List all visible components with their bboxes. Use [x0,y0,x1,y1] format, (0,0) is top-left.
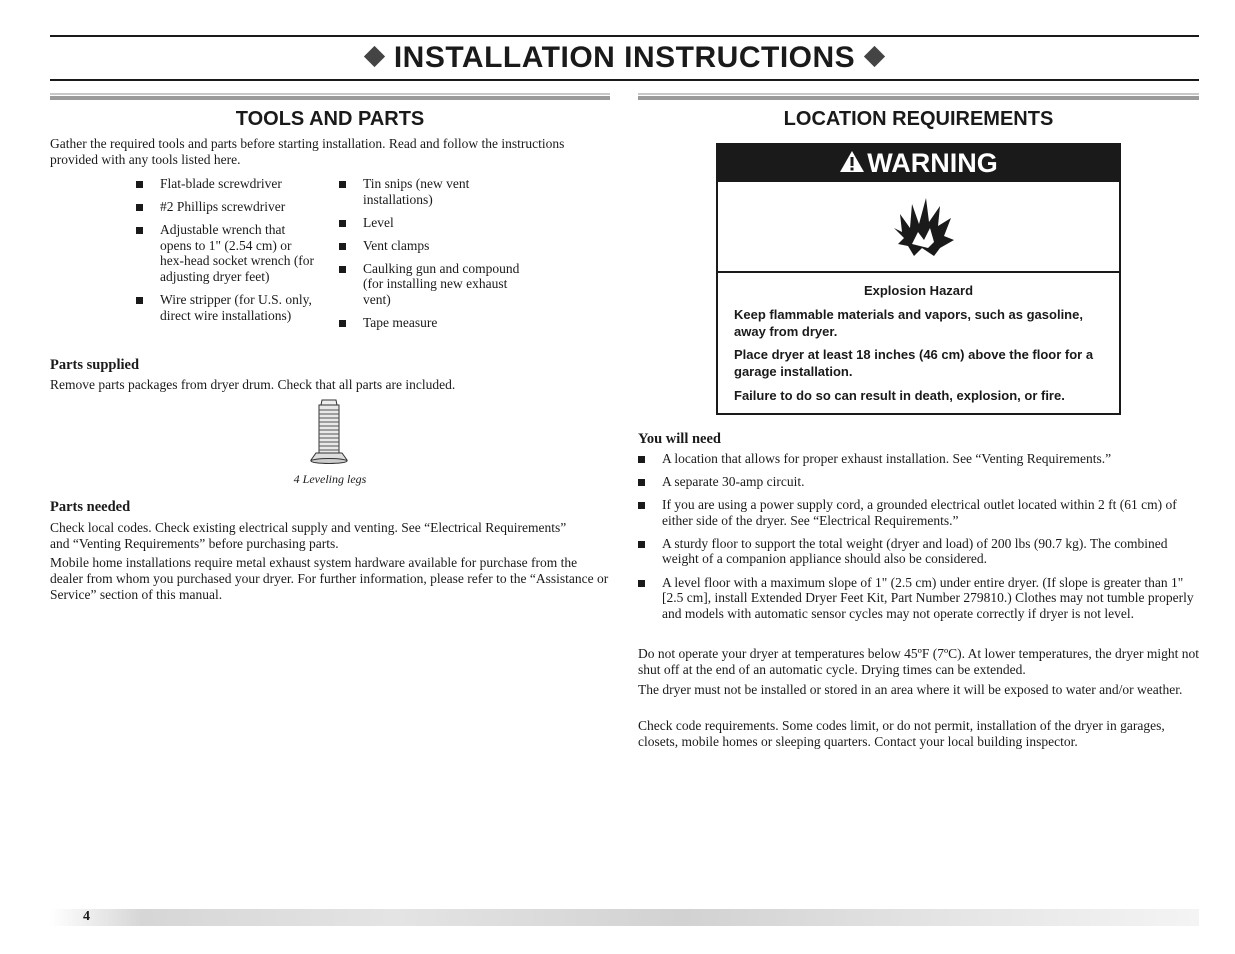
bullet-icon [136,204,143,211]
tools-list-col1 [136,176,316,331]
warning-triangle-icon [839,150,865,173]
bullet-icon [136,181,143,188]
list-item: Flat-blade screwdriver [136,176,316,192]
list-item: A location that allows for proper exhaust installation. See “Venting Requirements.” [638,451,1198,467]
list-item: Level [339,215,529,231]
location-paragraph-1: Do not operate your dryer at temperatures below 45ºF (7ºC). At lower temperatures, the dryer might not shut off at the end of an automatic cycle. Drying times can be extended. [638,646,1199,677]
bullet-icon [638,502,645,509]
header-bottom-rule [50,79,1199,81]
location-paragraph-2: The dryer must not be installed or stored in an area where it will be exposed to water and/or weather. [638,682,1183,697]
location-paragraph-3: Check code requirements. Some codes limit, or do not permit, installation of the dryer in garages, closets, mobile homes or sleeping quarters. Contact your local building inspector. [638,718,1165,749]
warning-line-2: Place dryer at least 18 inches (46 cm) above the floor for a garage installation. [734,347,1094,379]
bullet-icon [638,580,645,587]
bullet-icon [136,297,143,304]
list-item: Wire stripper (for U.S. only, direct wire installations) [136,292,316,323]
diamond-icon [864,45,885,66]
warning-box [716,143,1121,415]
you-will-need-heading: You will need [638,431,721,447]
warning-hazard-title: Explosion Hazard [863,283,974,298]
bullet-icon [638,479,645,486]
warning-header [718,145,1119,182]
section-title-tools: TOOLS AND PARTS [235,108,425,130]
list-item: A level floor with a maximum slope of 1" (2.5 cm) under entire dryer. (If slope is greater than 1" [2.5 cm], install Extended Dryer Feet Kit, Part Number 279810.) Clothes may not tumble properly and models with automatic sensor cycles may not operate correctly if dryer is not level. [638,575,1198,622]
list-item: Caulking gun and compound (for installing new exhaust vent) [339,261,529,308]
warning-line-1: Keep flammable materials and vapors, such as gasoline, away from dryer. [734,307,1083,339]
tools-intro: Gather the required tools and parts before starting installation. Read and follow the instructions provided with any tools listed here. [50,136,565,167]
bullet-icon [339,220,346,227]
diamond-icon [364,45,385,66]
footer-bar [50,909,1199,926]
bullet-icon [339,320,346,327]
leveling-legs-caption: 4 Leveling legs [293,472,367,486]
page-number: 4 [83,909,90,924]
list-item: #2 Phillips screwdriver [136,199,316,215]
list-item: Tin snips (new vent installations) [339,176,529,207]
section-title-location: LOCATION REQUIREMENTS [783,108,1054,130]
parts-supplied-text: Remove parts packages from dryer drum. Check that all parts are included. [50,377,456,392]
header-top-rule [50,35,1199,37]
parts-supplied-heading: Parts supplied [50,357,140,373]
list-item: Adjustable wrench that opens to 1" (2.54 cm) or hex-head socket wrench (for adjusting dryer feet) [136,222,316,284]
page-title-text: INSTALLATION INSTRUCTIONS [393,41,856,74]
bullet-icon [638,456,645,463]
section-bar-location [638,93,1199,100]
section-bar-tools [50,93,610,100]
list-item: A separate 30-amp circuit. [638,474,1198,490]
warning-line-3: Failure to do so can result in death, explosion, or fire. [734,388,1065,403]
bullet-icon [339,243,346,250]
explosion-icon [888,192,958,260]
list-item: If you are using a power supply cord, a grounded electrical outlet located within 2 ft (61 cm) of either side of the dryer. See “Electrical Requirements.” [638,497,1198,528]
bullet-icon [339,181,346,188]
need-list [638,451,1198,629]
parts-needed-text-1: Check local codes. Check existing electrical supply and venting. See “Electrical Requirements” and “Venting Requirements” before purchasing parts. [50,520,567,551]
tools-list-col2 [339,176,529,338]
parts-needed-text-2: Mobile home installations require metal exhaust system hardware available for purchase from the dealer from whom you purchased your dryer. For further information, please refer to the “Assistance or Service” section of this manual. [50,555,609,602]
list-item: Vent clamps [339,238,529,254]
warning-label: WARNING [867,148,998,178]
list-item: A sturdy floor to support the total weight (dryer and load) of 200 lbs (90.7 kg). The combined weight of a companion appliance should also be considered. [638,536,1198,567]
leveling-leg-icon [308,397,350,467]
bullet-icon [339,266,346,273]
page-title [50,40,1199,76]
parts-needed-heading: Parts needed [50,499,131,515]
warning-picture-area [718,182,1119,273]
list-item: Tape measure [339,315,529,331]
bullet-icon [638,541,645,548]
bullet-icon [136,227,143,234]
